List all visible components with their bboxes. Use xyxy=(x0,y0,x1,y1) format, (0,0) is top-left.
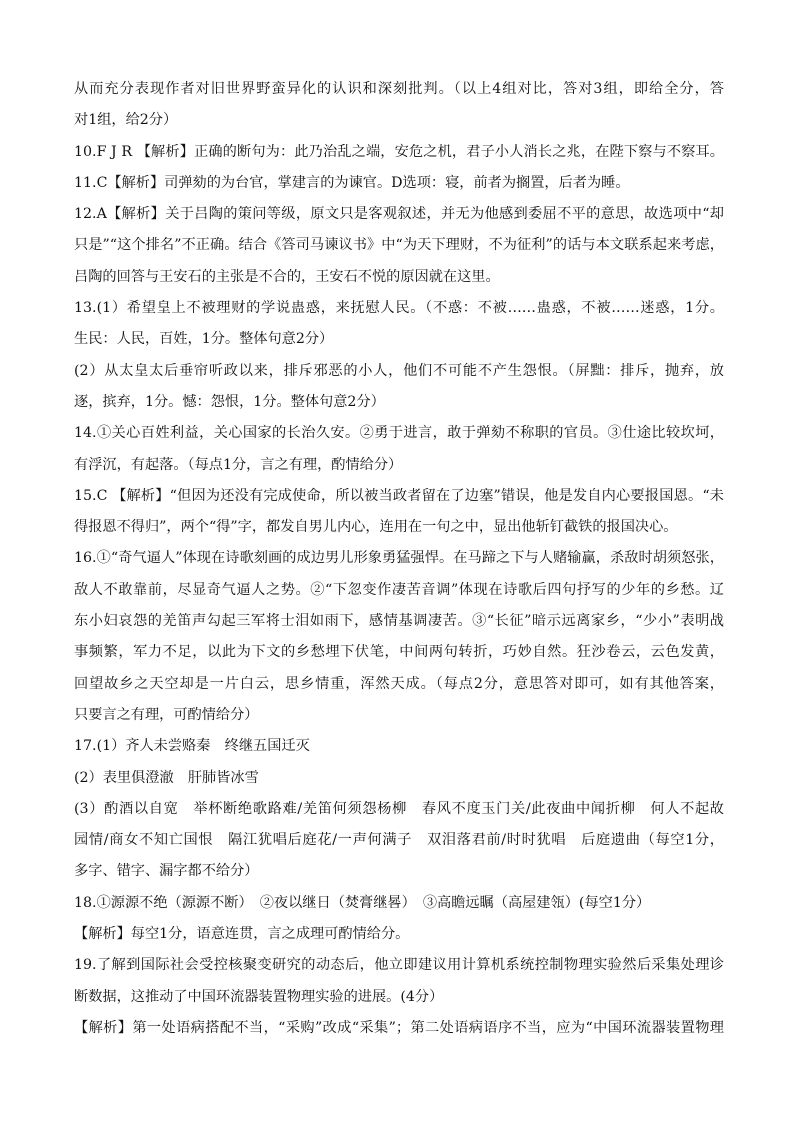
text-line: 多字、错字、漏字都不给分） xyxy=(74,863,259,880)
text-line: 19.了解到国际社会受控核聚变研究的动态后，他立即建议用计算机系统控制物理实验然后采集处理诊 xyxy=(74,957,724,974)
text-line: 15.C 【解析】“但因为还没有完成使命，所以被当政者留在了边塞”错误，他是发自内心要报国恩。“未 xyxy=(74,487,724,504)
answer-key-page xyxy=(74,74,724,1044)
text-line: 东小妇哀怨的羌笛声勾起三军将士泪如雨下，感情基调凄苦。③“长征”暗示远离家乡，“少小”表明战 xyxy=(74,613,724,630)
text-line: 有浮沉，有起落。（每点1分，言之有理，酌情给分） xyxy=(74,456,403,473)
paragraph-q16 xyxy=(74,543,724,731)
text-line: 11.C【解析】司弹劾的为台官，掌建言的为谏官。D选项：寝，前者为搁置，后者为睡。 xyxy=(74,174,630,191)
paragraph-q17 xyxy=(74,731,724,887)
text-line: 敌人不敢靠前，尽显奇气逼人之势。②“下忽变作凄苦音调”体现在诗歌后四句抒写的少年的乡愁。辽 xyxy=(74,581,724,598)
text-line: 17.(1）齐人未尝赂秦 终继五国迁灭 xyxy=(74,738,310,755)
text-line: 得报恩不得归”，两个“得”字，都发自男儿内心，连用在一句之中，显出他斩钉截铁的报国决心。 xyxy=(74,519,678,536)
paragraph-q14 xyxy=(74,418,724,481)
text-line: 18.①源源不绝（源源不断） ②夜以继日（焚膏继晷） ③高瞻远瞩（高屋建瓴）(每空1分） xyxy=(74,894,651,911)
text-line: (2）表里俱澄澈 肝肺皆冰雪 xyxy=(74,769,259,786)
text-line: 对1组，给2分） xyxy=(74,112,178,129)
paragraph-q13-1 xyxy=(74,293,724,356)
paragraph-q9-continued xyxy=(74,74,724,137)
text-line: 生民：人民，百姓，1分。整体句意2分） xyxy=(74,331,334,348)
text-line: 【解析】第一处语病搭配不当，“采购”改成“采集”；第二处语病语序不当，应为“中国环流器装置物理 xyxy=(74,1019,724,1036)
text-line: 园情/商女不知亡国恨 隔江犹唱后庭花/一声何满子 双泪落君前/时时犹唱 后庭遗曲（每空1分， xyxy=(74,832,724,849)
paragraph-q15 xyxy=(74,481,724,544)
text-line: 只要言之有理，可酌情给分） xyxy=(74,706,259,723)
text-line: 只是”“这个排名”不正确。结合《答司马谏议书》中“为天下理财，不为征利”的话与本文联系起来考虑， xyxy=(74,237,724,254)
paragraph-q11 xyxy=(74,168,724,199)
text-line: 从而充分表现作者对旧世界野蛮异化的认识和深刻批判。（以上4组对比，答对3组，即给全分，答 xyxy=(74,81,724,97)
text-line: 事频繁，军力不足，以此为下文的乡愁埋下伏笔，中间两句转折，巧妙自然。狂沙卷云，云色发黄， xyxy=(74,644,724,661)
paragraph-q13-2 xyxy=(74,356,724,419)
text-line: 13.(1）希望皇上不被理财的学说蛊惑，来抚慰人民。（不惑：不被……蛊惑，不被……迷惑，1分。 xyxy=(74,300,724,317)
text-line: 【解析】每空1分，语意连贯，言之成理可酌情给分。 xyxy=(74,926,410,943)
text-line: (3）酌酒以自宽 举杯断绝歌路难/羌笛何须怨杨柳 春风不度玉门关/此夜曲中闻折柳 何人不起故 xyxy=(74,800,724,817)
text-line: 逐，摈弃，1分。憾：怨恨，1分。整体句意2分） xyxy=(74,393,385,410)
paragraph-q10 xyxy=(74,137,724,168)
text-line: 14.①关心百姓利益，关心国家的长治久安。②勇于进言，敢于弹劾不称职的官员。③仕途比较坎坷， xyxy=(74,425,724,442)
paragraph-q12 xyxy=(74,199,724,293)
text-line: 12.A【解析】关于吕陶的策问等级，原文只是客观叙述，并无为他感到委屈不平的意思，故选项中“却 xyxy=(74,206,724,223)
paragraph-q19 xyxy=(74,950,724,1044)
text-line: 断数据，这推动了中国环流器装置物理实验的进展。(4分） xyxy=(74,988,444,1005)
text-line: 10.F J R 【解析】正确的断句为：此乃治乱之端，安危之机，君子小人消长之兆，在陛下察与不察耳。 xyxy=(74,143,724,160)
text-line: 16.①“奇气逼人”体现在诗歌刻画的成边男儿形象勇猛强悍。在马蹄之下与人赌输赢，杀敌时胡须怒张， xyxy=(74,550,724,567)
paragraph-q18 xyxy=(74,888,724,951)
text-line: (2）从太皇太后垂帘听政以来，排斥邪恶的小人，他们不可能不产生怨恨。（屏黜：排斥，抛弃，放 xyxy=(74,362,724,379)
text-line: 吕陶的回答与王安石的主张是不合的，王安石不悦的原因就在这里。 xyxy=(74,268,500,285)
text-line: 回望故乡之天空却是一片白云，思乡情重，浑然天成。（每点2分，意思答对即可，如有其他答案， xyxy=(74,675,724,692)
